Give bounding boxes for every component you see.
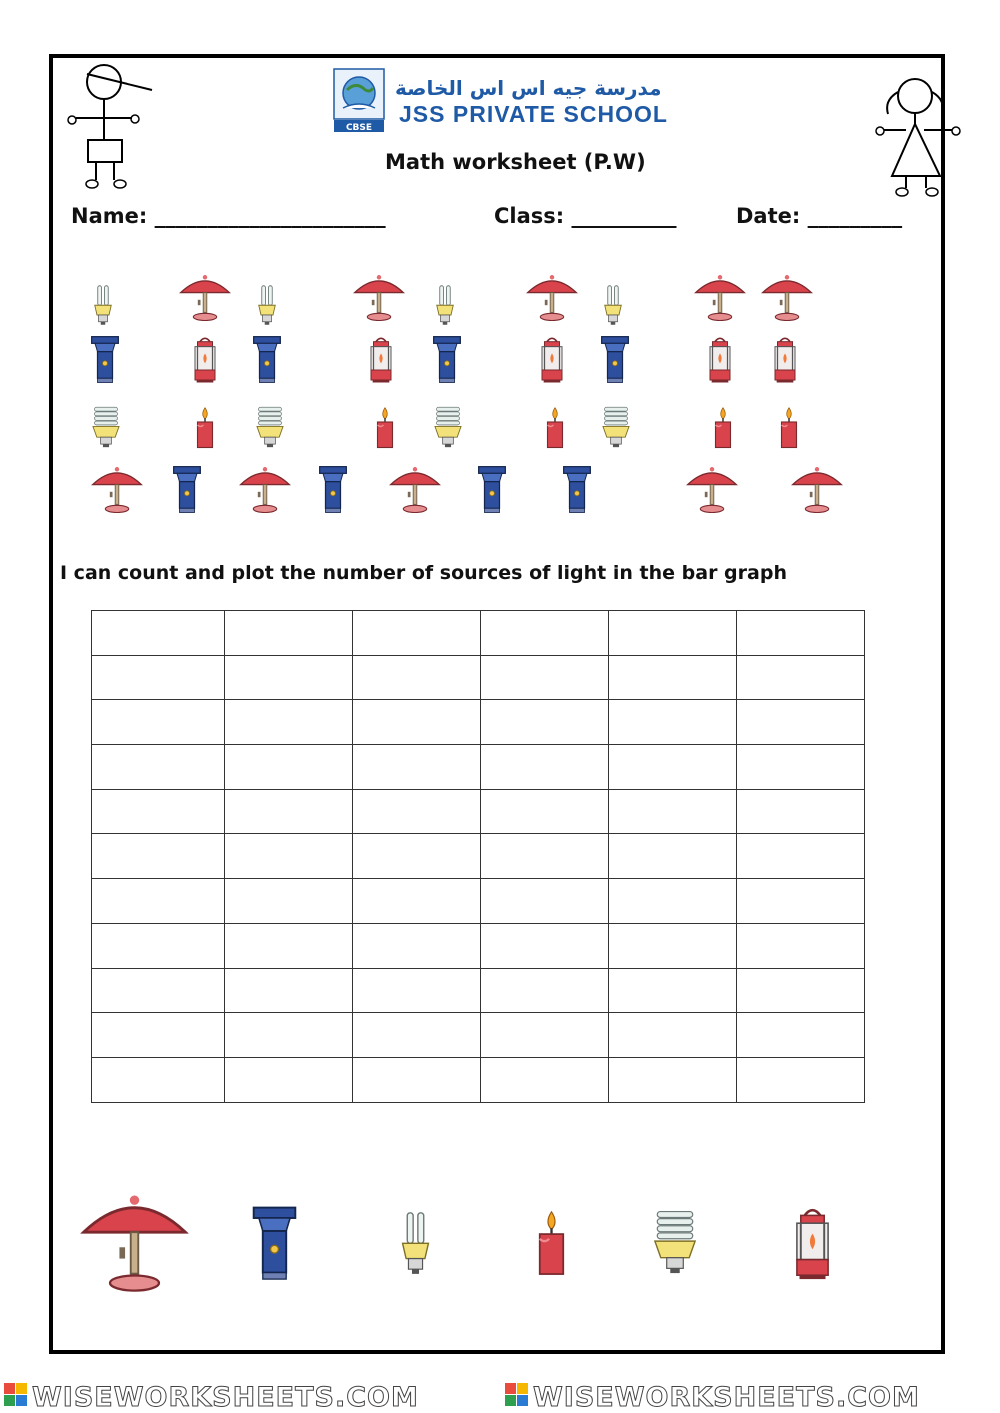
torch-icon xyxy=(170,465,204,515)
graph-cell[interactable] xyxy=(481,923,609,968)
graph-cell[interactable] xyxy=(225,745,353,790)
table-lamp-icon xyxy=(352,271,406,325)
graph-cell[interactable] xyxy=(609,611,737,656)
table-lamp-icon xyxy=(693,271,747,325)
graph-row xyxy=(92,700,865,745)
graph-cell[interactable] xyxy=(353,923,481,968)
graph-row xyxy=(92,1057,865,1102)
graph-cell[interactable] xyxy=(609,834,737,879)
graph-cell[interactable] xyxy=(737,745,865,790)
legend-table-lamp-icon xyxy=(78,1187,191,1300)
graph-row xyxy=(92,789,865,834)
cfl-bulb-icon xyxy=(86,405,126,451)
graph-cell[interactable] xyxy=(737,655,865,700)
graph-cell[interactable] xyxy=(609,923,737,968)
graph-cell[interactable] xyxy=(353,834,481,879)
graph-row xyxy=(92,655,865,700)
table-lamp-icon xyxy=(178,271,232,325)
candle-icon xyxy=(540,405,570,451)
name-label: Name: xyxy=(71,204,148,228)
graph-row xyxy=(92,611,865,656)
graph-cell[interactable] xyxy=(225,655,353,700)
graph-cell[interactable] xyxy=(737,968,865,1013)
graph-cell[interactable] xyxy=(481,1057,609,1102)
footer-logo-icon xyxy=(4,1383,27,1406)
graph-cell[interactable] xyxy=(225,834,353,879)
graph-cell[interactable] xyxy=(353,700,481,745)
torch-icon xyxy=(475,465,509,515)
graph-cell[interactable] xyxy=(353,655,481,700)
graph-cell[interactable] xyxy=(353,789,481,834)
graph-cell[interactable] xyxy=(609,700,737,745)
graph-cell[interactable] xyxy=(92,700,225,745)
graph-cell[interactable] xyxy=(737,700,865,745)
graph-cell[interactable] xyxy=(609,789,737,834)
graph-cell[interactable] xyxy=(225,789,353,834)
lantern-icon xyxy=(768,335,802,385)
graph-cell[interactable] xyxy=(92,1057,225,1102)
graph-cell[interactable] xyxy=(92,968,225,1013)
candle-icon xyxy=(370,405,400,451)
torch-icon xyxy=(88,335,122,385)
graph-cell[interactable] xyxy=(92,879,225,924)
girl-figure-icon xyxy=(870,70,962,200)
graph-row xyxy=(92,1013,865,1058)
school-name-arabic: مدرسة جيه اس اس الخاصة xyxy=(395,76,662,100)
graph-cell[interactable] xyxy=(737,879,865,924)
table-lamp-icon xyxy=(685,463,739,517)
graph-cell[interactable] xyxy=(92,923,225,968)
graph-cell[interactable] xyxy=(225,700,353,745)
graph-cell[interactable] xyxy=(481,1013,609,1058)
graph-cell[interactable] xyxy=(353,879,481,924)
graph-cell[interactable] xyxy=(353,611,481,656)
date-blank[interactable]: _________ xyxy=(807,204,903,228)
instruction-text: I can count and plot the number of sources of light in the bar graph xyxy=(60,562,787,584)
class-label: Class: xyxy=(494,204,565,228)
graph-cell[interactable] xyxy=(353,745,481,790)
graph-cell[interactable] xyxy=(481,655,609,700)
graph-cell[interactable] xyxy=(737,1013,865,1058)
class-blank[interactable]: __________ xyxy=(571,204,677,228)
legend-bulb-icon xyxy=(392,1204,439,1285)
cfl-bulb-icon xyxy=(596,405,636,451)
graph-cell[interactable] xyxy=(225,611,353,656)
graph-cell[interactable] xyxy=(481,611,609,656)
bulb-icon xyxy=(252,280,282,332)
name-field[interactable] xyxy=(71,204,386,228)
graph-cell[interactable] xyxy=(609,745,737,790)
graph-cell[interactable] xyxy=(92,611,225,656)
footer-logo-icon-2 xyxy=(505,1383,528,1406)
legend-torch-icon xyxy=(248,1205,301,1283)
graph-cell[interactable] xyxy=(737,611,865,656)
graph-row xyxy=(92,745,865,790)
graph-cell[interactable] xyxy=(609,879,737,924)
graph-cell[interactable] xyxy=(92,745,225,790)
lantern-icon xyxy=(188,335,222,385)
name-blank[interactable]: ______________________ xyxy=(154,204,386,228)
graph-cell[interactable] xyxy=(737,923,865,968)
school-name-english: JSS PRIVATE SCHOOL xyxy=(399,101,668,127)
lantern-icon xyxy=(703,335,737,385)
bulb-icon xyxy=(88,280,118,332)
graph-cell[interactable] xyxy=(609,655,737,700)
date-label: Date: xyxy=(736,204,801,228)
graph-row xyxy=(92,968,865,1013)
legend-cfl-bulb-icon xyxy=(644,1208,706,1279)
torch-icon xyxy=(560,465,594,515)
table-lamp-icon xyxy=(525,271,579,325)
boy-figure-icon xyxy=(62,62,154,194)
torch-icon xyxy=(250,335,284,385)
graph-cell[interactable] xyxy=(92,1013,225,1058)
graph-cell[interactable] xyxy=(225,1013,353,1058)
bulb-icon xyxy=(430,280,460,332)
graph-cell[interactable] xyxy=(225,968,353,1013)
graph-cell[interactable] xyxy=(92,834,225,879)
graph-row xyxy=(92,923,865,968)
logo-badge-text: CBSE xyxy=(345,123,373,132)
graph-cell[interactable] xyxy=(609,1013,737,1058)
table-lamp-icon xyxy=(90,463,144,517)
graph-cell[interactable] xyxy=(225,923,353,968)
graph-cell[interactable] xyxy=(481,789,609,834)
legend-lantern-icon xyxy=(786,1205,839,1283)
cfl-bulb-icon xyxy=(428,405,468,451)
lantern-icon xyxy=(364,335,398,385)
candle-icon xyxy=(774,405,804,451)
footer-watermark-text-1: WISEWORKSHEETS.COM xyxy=(32,1382,419,1413)
graph-cell[interactable] xyxy=(92,655,225,700)
table-lamp-icon xyxy=(388,463,442,517)
graph-cell[interactable] xyxy=(737,1057,865,1102)
graph-cell[interactable] xyxy=(481,968,609,1013)
torch-icon xyxy=(430,335,464,385)
graph-cell[interactable] xyxy=(481,700,609,745)
graph-cell[interactable] xyxy=(609,1057,737,1102)
graph-cell[interactable] xyxy=(225,1057,353,1102)
class-field[interactable] xyxy=(494,204,677,228)
table-lamp-icon xyxy=(760,271,814,325)
school-logo-icon xyxy=(333,68,385,132)
date-field[interactable] xyxy=(736,204,902,228)
footer-watermark-text-2: WISEWORKSHEETS.COM xyxy=(533,1382,920,1413)
graph-cell[interactable] xyxy=(481,879,609,924)
bulb-icon xyxy=(598,280,628,332)
graph-cell[interactable] xyxy=(737,834,865,879)
legend-candle-icon xyxy=(528,1208,575,1279)
bar-graph-grid[interactable] xyxy=(91,610,865,1103)
table-lamp-icon xyxy=(238,463,292,517)
candle-icon xyxy=(190,405,220,451)
cfl-bulb-icon xyxy=(250,405,290,451)
graph-cell[interactable] xyxy=(481,834,609,879)
graph-cell[interactable] xyxy=(353,1057,481,1102)
candle-icon xyxy=(708,405,738,451)
graph-cell[interactable] xyxy=(481,745,609,790)
torch-icon xyxy=(598,335,632,385)
graph-cell[interactable] xyxy=(353,968,481,1013)
footer-watermark xyxy=(0,1378,1000,1413)
graph-cell[interactable] xyxy=(609,968,737,1013)
worksheet-title: Math worksheet (P.W) xyxy=(385,150,646,174)
graph-row xyxy=(92,879,865,924)
graph-row xyxy=(92,834,865,879)
graph-cell[interactable] xyxy=(92,789,225,834)
table-lamp-icon xyxy=(790,463,844,517)
graph-cell[interactable] xyxy=(225,879,353,924)
torch-icon xyxy=(316,465,350,515)
graph-cell[interactable] xyxy=(737,789,865,834)
graph-cell[interactable] xyxy=(353,1013,481,1058)
lantern-icon xyxy=(535,335,569,385)
